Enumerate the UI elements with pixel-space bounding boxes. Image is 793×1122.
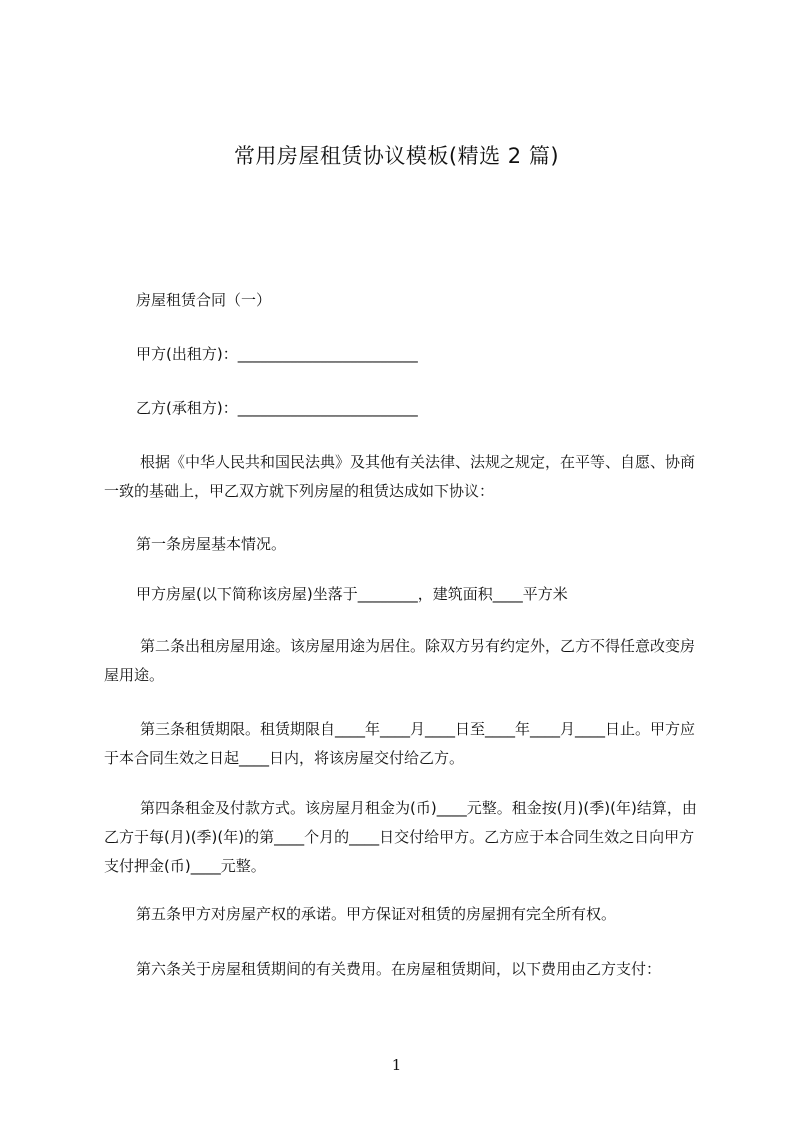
paragraph-article-2: 第二条出租房屋用途。该房屋用途为居住。除双方另有约定外，乙方不得任意改变房屋用途。 (104, 637, 696, 684)
document-title: 常用房屋租赁协议模板(精选 2 篇) (233, 144, 560, 168)
page-number: 1 (391, 1056, 402, 1074)
paragraph-article-1: 第一条房屋基本情况。 (136, 535, 287, 553)
paragraph-house-location: 甲方房屋(以下简称该房屋)坐落于________，建筑面积____平方米 (136, 585, 568, 603)
paragraph-party-a: 甲方(出租方)：________________________ (136, 345, 418, 363)
paragraph-article-5: 第五条甲方对房屋产权的承诺。甲方保证对租赁的房屋拥有完全所有权。 (136, 905, 617, 923)
paragraph-article-3: 第三条租赁期限。租赁期限自____年____月____日至____年____月____日止。甲方应于本合同生效之日起____日内，将该房屋交付给乙方。 (104, 720, 696, 767)
paragraph-party-b: 乙方(承租方)：________________________ (136, 399, 418, 417)
paragraph-preamble: 根据《中华人民共和国民法典》及其他有关法律、法规之规定，在平等、自愿、协商一致的基础上，甲乙双方就下列房屋的租赁达成如下协议： (104, 453, 696, 500)
paragraph-article-4: 第四条租金及付款方式。该房屋月租金为(币)____元整。租金按(月)(季)(年)结算，由乙方于每(月)(季)(年)的第____个月的____日交付给甲方。乙方应于本合同生效之日向甲方支付押金(币)____元整。 (104, 799, 697, 875)
paragraph-article-6: 第六条关于房屋租赁期间的有关费用。在房屋租赁期间，以下费用由乙方支付： (136, 960, 662, 978)
paragraph-contract-heading: 房屋租赁合同（一） (136, 291, 272, 309)
